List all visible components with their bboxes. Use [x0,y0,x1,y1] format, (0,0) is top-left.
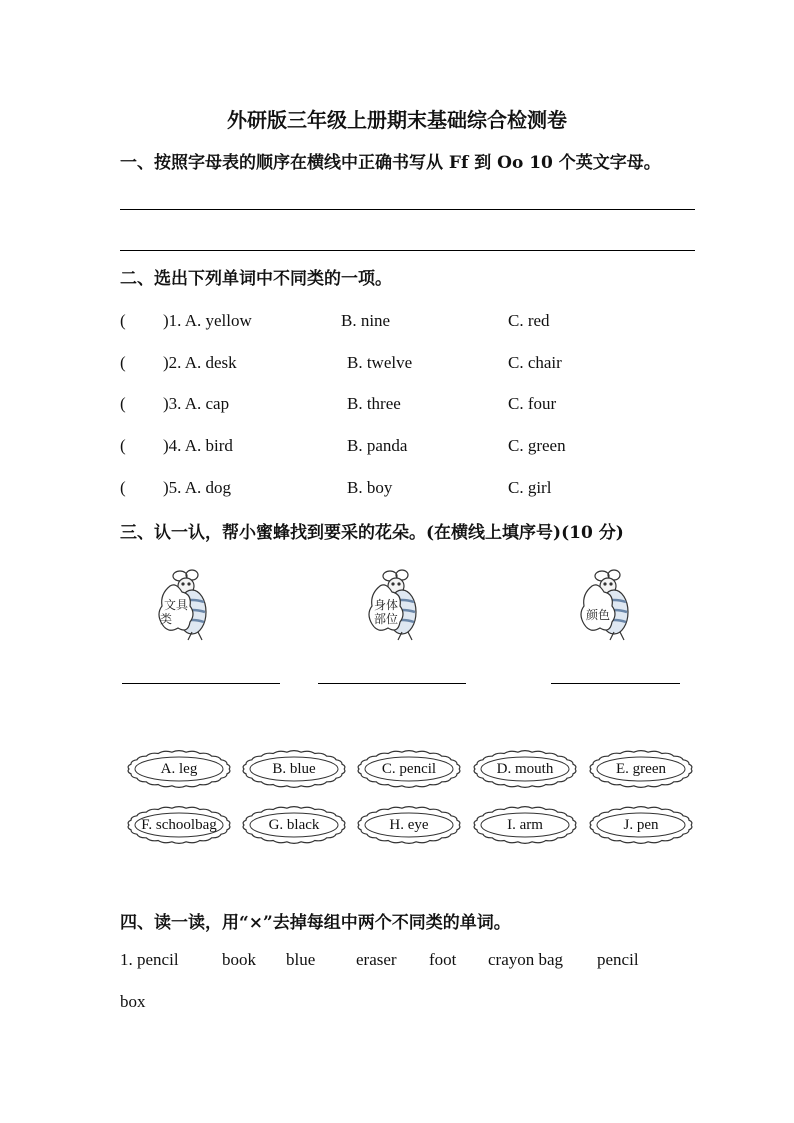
bee-illustration [574,566,638,642]
bee-label-line1: 身体 [373,598,398,612]
word-item: blue [286,950,316,969]
option-b: B. boy [347,478,393,497]
answer-line-1[interactable] [120,209,695,210]
section1-heading: 一、按照字母表的顺序在横线中正确书写从 Ff 到 Oo 10 个英文字母。 [120,153,661,173]
word-item: 1. pencil [120,950,179,969]
bee-answer-line[interactable] [551,683,680,684]
bee-answer-line[interactable] [122,683,280,684]
option-a: )4. A. bird [163,436,233,455]
flower-label: F. schoolbag [141,817,217,833]
option-c: C. chair [508,353,562,372]
bee-label-line1: 文具 [163,598,188,612]
bee-illustration [152,566,216,642]
answer-paren[interactable]: ( [120,478,126,497]
flower-label: J. pen [623,817,659,833]
answer-paren[interactable]: ( [120,394,126,413]
bee-label-line1: 颜色 [585,608,610,622]
flower-oval[interactable] [588,805,694,845]
flower-label: D. mouth [496,761,554,777]
flower-oval[interactable] [356,805,462,845]
answer-paren[interactable]: ( [120,436,126,455]
word-item: foot [429,950,457,969]
flower-oval[interactable] [472,805,578,845]
flower-label: A. leg [160,761,198,777]
word-item: book [222,950,256,969]
option-a: )3. A. cap [163,394,230,413]
bee-illustration [362,566,426,642]
flower-label: H. eye [389,817,429,833]
flower-oval[interactable] [241,805,347,845]
option-c: C. girl [508,478,552,497]
flower-label: E. green [616,761,666,777]
answer-paren[interactable]: ( [120,311,126,330]
answer-paren[interactable]: ( [120,353,126,372]
flower-oval[interactable] [126,805,232,845]
flower-oval[interactable] [472,749,578,789]
flower-oval[interactable] [588,749,694,789]
section4-heading: 四、读一读，用“×”去掉每组中两个不同类的单词。 [120,913,511,933]
page-title: 外研版三年级上册期末基础综合检测卷 [227,108,567,132]
bee-label-line2: 部位 [373,612,398,626]
bee-answer-line[interactable] [318,683,466,684]
flower-oval[interactable] [356,749,462,789]
option-a: )1. A. yellow [163,311,252,330]
option-b: B. nine [341,311,391,330]
word-item: eraser [356,950,397,969]
bee-icon [574,566,638,642]
option-c: C. red [508,311,550,330]
flower-label: C. pencil [381,761,437,777]
word-item: box [120,992,146,1011]
option-c: C. four [508,394,557,413]
option-b: B. three [347,394,401,413]
option-a: )5. A. dog [163,478,231,497]
option-b: B. panda [347,436,408,455]
flower-label: I. arm [507,817,543,833]
answer-line-2[interactable] [120,250,695,251]
flower-label: B. blue [272,761,316,777]
section2-heading: 二、选出下列单词中不同类的一项。 [120,269,392,289]
flower-oval[interactable] [126,749,232,789]
section3-heading: 三、认一认，帮小蜜蜂找到要采的花朵。(在横线上填序号)(10 分) [120,523,624,543]
option-b: B. twelve [347,353,413,372]
word-item: pencil [597,950,639,969]
option-c: C. green [508,436,566,455]
bee-label-line2: 类 [160,612,173,626]
word-item: crayon bag [488,950,564,969]
option-a: )2. A. desk [163,353,237,372]
flower-oval[interactable] [241,749,347,789]
flower-label: G. black [268,817,320,833]
